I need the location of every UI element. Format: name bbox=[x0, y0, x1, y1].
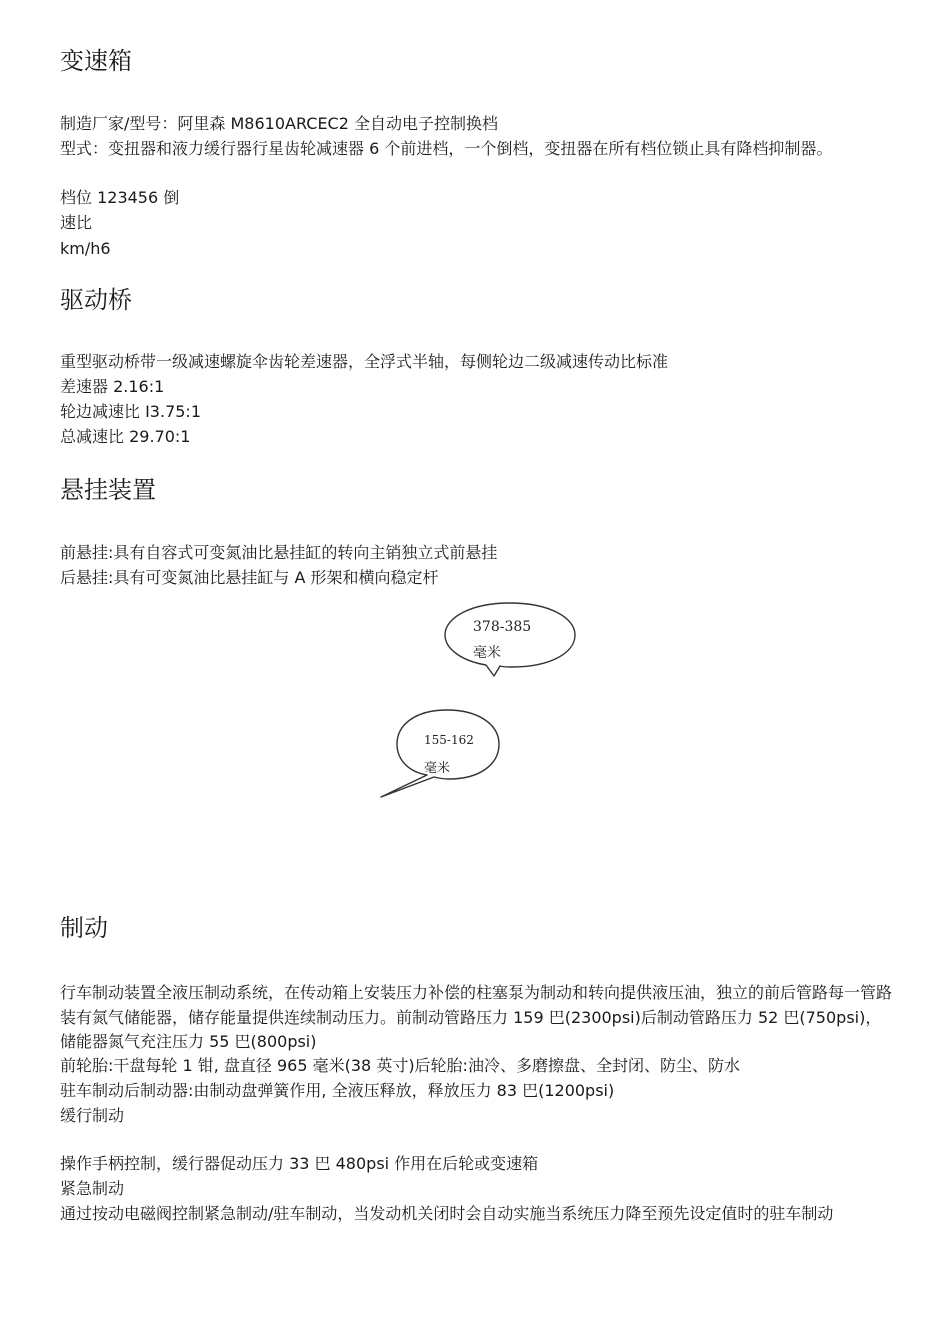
callout-upper-value: 378-385 bbox=[473, 619, 532, 635]
heading-suspension: 悬挂装置 bbox=[60, 476, 156, 504]
callout-bubble-upper bbox=[440, 595, 580, 680]
retarder-desc-line: 操作手柄控制，缓行器促动压力 33 巴 480psi 作用在后轮或变速箱 bbox=[60, 1154, 539, 1173]
emergency-brake-desc-line: 通过按动电磁阀控制紧急制动/驻车制动，当发动机关闭时会自动实施当系统压力降至预先设定值时的驻车制动 bbox=[60, 1204, 834, 1223]
callout-bubble-lower bbox=[375, 705, 505, 800]
callout-bubble-upper-shape bbox=[440, 595, 580, 680]
callout-upper-unit: 毫米 bbox=[473, 645, 501, 661]
total-reduction-line: 总减速比 29.70:1 bbox=[60, 427, 191, 446]
tire-brake-line: 前轮胎:干盘每轮 1 钳, 盘直径 965 毫米(38 英寸)后轮胎:油冷、多磨擦盘、全封闭、防尘、防水 bbox=[60, 1056, 740, 1075]
drive-axle-desc-line: 重型驱动桥带一级减速螺旋伞齿轮差速器，全浮式半轴，每侧轮边二级减速传动比标准 bbox=[60, 352, 669, 371]
callout-lower-unit: 毫米 bbox=[424, 761, 451, 776]
heading-braking: 制动 bbox=[60, 914, 108, 942]
callout-bubble-lower-shape bbox=[375, 705, 505, 800]
transmission-ratio-line: 速比 bbox=[60, 213, 93, 232]
heading-drive-axle: 驱动桥 bbox=[60, 286, 132, 314]
transmission-speed-line: km/h6 bbox=[60, 239, 111, 258]
service-brake-paragraph: 行车制动装置全液压制动系统，在传动箱上安装压力补偿的柱塞泵为制动和转向提供液压油，独立的前后管路每一管路装有氮气储能器，储存能量提供连续制动压力。前制动管路压力 159 巴(2300psi)后制动管路压力 52 巴(750psi)，储能器氮气充注压力 55 巴(800psi) bbox=[60, 983, 893, 1051]
emergency-brake-heading-line: 紧急制动 bbox=[60, 1179, 125, 1198]
transmission-maker-line: 制造厂家/型号：阿里森 M8610ARCEC2 全自动电子控制换档 bbox=[60, 114, 498, 133]
transmission-type-line: 型式：变扭器和液力缓行器行星齿轮减速器 6 个前进档，一个倒档，变扭器在所有档位锁止具有降档抑制器。 bbox=[60, 139, 833, 158]
rear-suspension-line: 后悬挂:具有可变氮油比悬挂缸与 A 形架和横向稳定杆 bbox=[60, 568, 439, 587]
retarder-heading-line: 缓行制动 bbox=[60, 1106, 125, 1125]
parking-brake-line: 驻车制动后制动器:由制动盘弹簧作用, 全液压释放，释放压力 83 巴(1200psi) bbox=[60, 1081, 615, 1100]
transmission-gears-line: 档位 123456 倒 bbox=[60, 188, 180, 207]
front-suspension-line: 前悬挂:具有自容式可变氮油比悬挂缸的转向主销独立式前悬挂 bbox=[60, 543, 498, 562]
heading-transmission: 变速箱 bbox=[60, 47, 132, 75]
differential-ratio-line: 差速器 2.16:1 bbox=[60, 377, 165, 396]
hub-reduction-line: 轮边减速比 I3.75:1 bbox=[60, 402, 202, 421]
callout-lower-value: 155-162 bbox=[424, 733, 474, 747]
